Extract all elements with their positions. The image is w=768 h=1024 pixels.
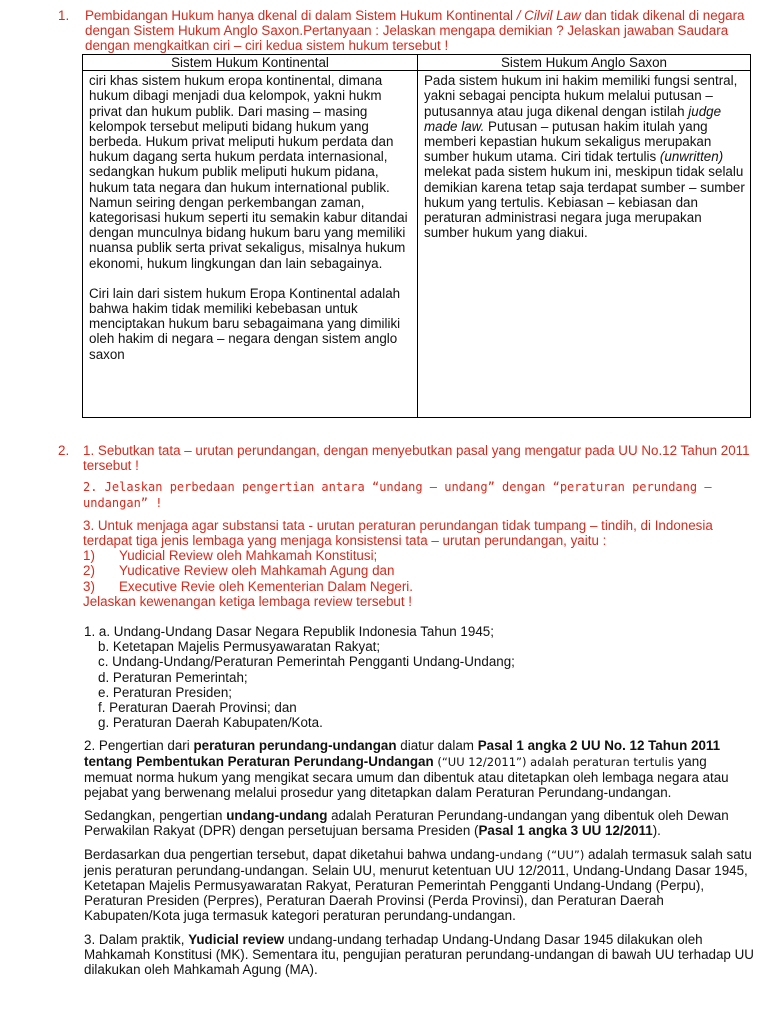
question-2-sub-2: 2. Jelaskan perbedaan pengertian antara “undang – undang” dengan “peraturan perundang – undangan” ! — [83, 480, 712, 510]
question-2 — [58, 443, 758, 609]
list-item: b. Ketetapan Majelis Permusyawaratan Rakyat; — [98, 639, 381, 655]
answer-2-paragraph-2: Sedangkan, pengertian undang-undang adalah Peraturan Perundang-undangan yang dibentuk oleh Dewan Perwakilan Rakyat (DPR) dengan persetujuan bersama Presiden (Pasal 1 angka 3 UU 12/2011). — [84, 808, 729, 839]
answers — [84, 624, 754, 985]
question-2-number: 2. — [58, 443, 70, 458]
question-1-number: 1. — [58, 8, 70, 23]
list-item: f. Peraturan Daerah Provinsi; dan — [98, 700, 297, 716]
table-header-kontinental: Sistem Hukum Kontinental — [83, 55, 418, 71]
anglo-saxon-cell: Pada sistem hukum ini hakim memiliki fungsi sentral, yakni sebagai pencipta hukum melalui putusan – putusannya atau juga dikenal dengan istilah judge made law. Putusan – putusan hakim itulah yang memberi kepastian hukum sekaligus merupakan sumber hukum utama. Ciri tidak tertulis (unwritten) melekat pada sistem hukum ini, meskipun tidak selalu demikian karena tetap saja terdapat sumber – sumber hukum yang tertulis. Kebiasan – kebiasan dan peraturan administrasi negara juga merupakan sumber hukum yang diakui. — [418, 71, 751, 418]
table-header-anglo-saxon: Sistem Hukum Anglo Saxon — [418, 55, 751, 71]
list-item: 2) Yudicative Review oleh Mahkamah Agung dan — [83, 563, 395, 579]
kontinental-paragraph-1: ciri khas sistem hukum eropa kontinental, dimana hukum dibagi menjadi dua kelompok, yakni hukm privat dan hukum publik. Dari masing – masing kelompok tersebut meliputi bidang hukum yang berbeda. Hukum privat meliputi hukum perdata dan hukum dagang serta hukum perdata internasional, sedangkan hukum publik meliputi hukum pidana, hukum tata negara dan hukum international publik. Namun seiring dengan perkembangan zaman, kategorisasi hukum seperti itu semakin kabur ditandai dengan munculnya bidang hukum baru yang memiliki nuansa publik serta privat sekaligus, misalnya hukum ekonomi, hukum lingkungan dan lain sebagainya. — [89, 73, 408, 271]
list-item: 1) Yudicial Review oleh Mahkamah Konstitusi; — [83, 548, 378, 564]
question-1-text: Pembidangan Hukum hanya dkenal di dalam Sistem Hukum Kontinental / Cilvil Law dan tidak dikenal di negara dengan Sistem Hukum Anglo Saxon.Pertanyaan : Jelaskan mengapa demikian ? Jelaskan jawaban Saudara dengan mengkaitkan ciri – ciri kedua sistem hukum tersebut ! — [85, 8, 745, 54]
hierarchy-list — [84, 624, 754, 730]
list-item: d. Peraturan Pemerintah; — [98, 669, 248, 685]
comparison-table — [82, 54, 751, 418]
question-2-sub-3-close: Jelaskan kewenangan ketiga lembaga review tersebut ! — [83, 593, 413, 609]
answer-2-paragraph-3: Berdasarkan dua pengertian tersebut, dapat diketahui bahwa undang-undang (“UU”) adalah termasuk salah satu jenis peraturan perundang-undangan. Selain UU, menurut ketentuan UU 12/2011, Undang-Undang Dasar 1945, Ketetapan Majelis Permusyawaratan Rakyat, Peraturan Pemerintah Pengganti Undang-Undang (Perpu), Peraturan Presiden (Perpres), Peraturan Daerah Provinsi (Perda Provinsi), dan Peraturan Daerah Kabupaten/Kota juga termasuk kategori peraturan perundang-undangan. — [84, 846, 752, 924]
list-item: g. Peraturan Daerah Kabupaten/Kota. — [98, 715, 323, 731]
answer-2-paragraph-1: 2. Pengertian dari peraturan perundang-undangan diatur dalam Pasal 1 angka 2 UU No. 12 Tahun 2011 tentang Pembentukan Peraturan Perundang-Undangan (“UU 12/2011”) adalah peraturan tertulis yang memuat norma hukum yang mengikat secara umum dan dibentuk atau ditetapkan oleh lembaga negara atau pejabat yang berwenang melalui prosedur yang ditetapkan dalam Peraturan Perundang-undangan. — [84, 738, 729, 801]
list-item: 1. a. Undang-Undang Dasar Negara Republik Indonesia Tahun 1945; — [84, 624, 494, 639]
kontinental-paragraph-2: Ciri lain dari sistem hukum Eropa Kontinental adalah bahwa hakim tidak memiliki kebebasan untuk menciptakan hukum baru sebagaimana yang dimiliki oleh hakim di negara – negara dengan sistem anglo saxon — [89, 285, 401, 362]
question-2-sub-1: 1. Sebutkan tata – urutan perundangan, dengan menyebutkan pasal yang mengatur pada UU No.12 Tahun 2011 tersebut ! — [83, 443, 750, 474]
list-item: e. Peraturan Presiden; — [98, 684, 232, 700]
list-item: 3) Executive Revie oleh Kementerian Dalam Negeri. — [83, 578, 413, 594]
answer-3-paragraph: 3. Dalam praktik, Yudicial review undang-undang terhadap Undang-Undang Dasar 1945 dilakukan oleh Mahkamah Konstitusi (MK). Sementara itu, pengujian peraturan perundang-undangan di bawah UU terhadap UU dilakukan oleh Mahkamah Agung (MA). — [84, 931, 754, 978]
list-item: c. Undang-Undang/Peraturan Pemerintah Pengganti Undang-Undang; — [98, 654, 515, 670]
question-2-sub-3-intro: 3. Untuk menjaga agar substansi tata - urutan peraturan perundangan tidak tumpang – tindih, di Indonesia terdapat tiga jenis lembaga yang menjaga konsistensi tata – urutan perundangan, yaitu : — [83, 517, 713, 549]
kontinental-cell — [83, 71, 418, 418]
review-institutions-list — [83, 548, 758, 594]
question-1 — [58, 8, 748, 54]
